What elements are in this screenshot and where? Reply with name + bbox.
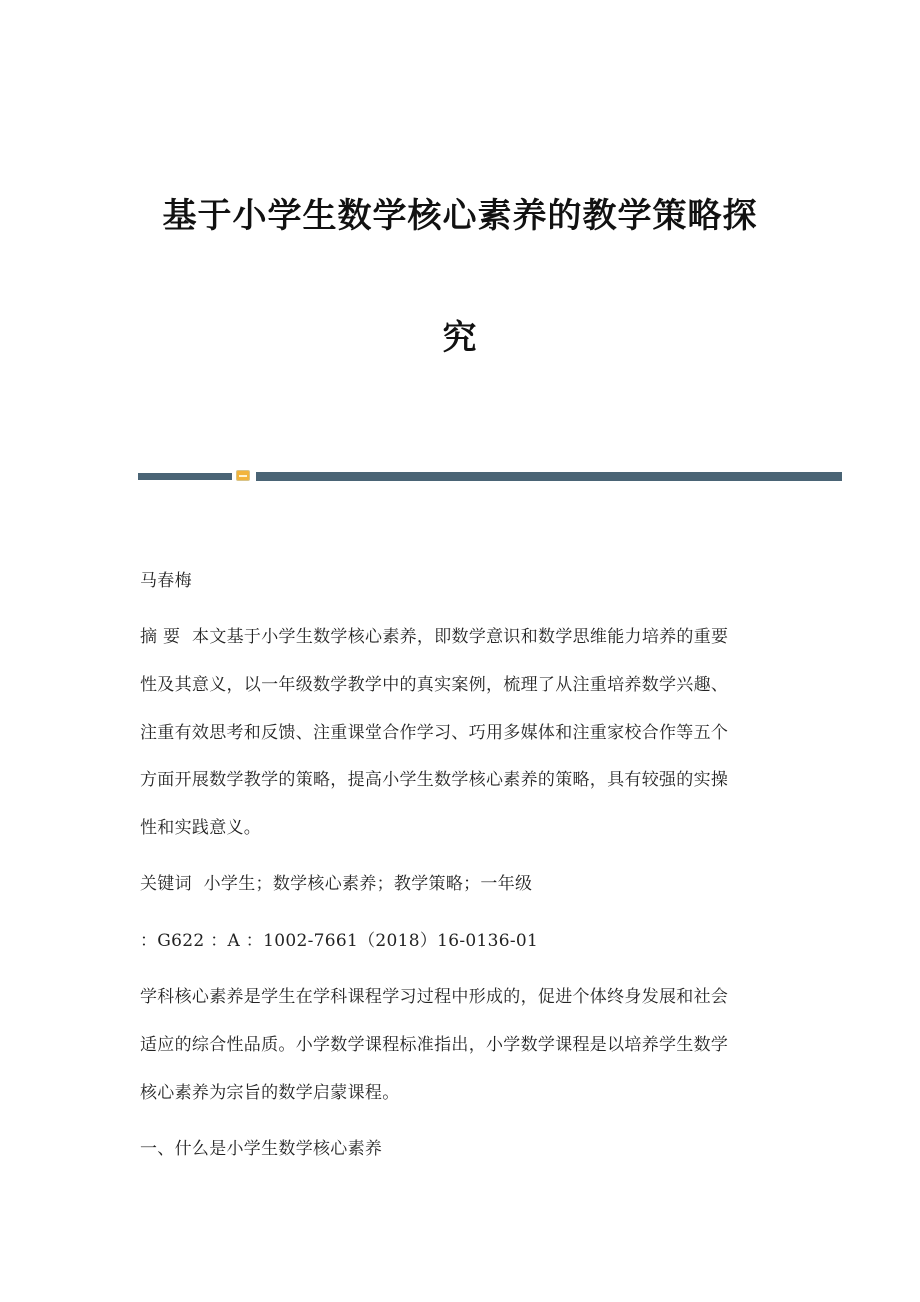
section-heading: 一、什么是小学生数学核心素养 [140, 1139, 383, 1159]
classification-line: ：G622 ：A ：1002-7661（2018）16-0136-01 [140, 931, 539, 951]
document-title-line-1: 基于小学生数学核心素养的教学策略探 [162, 196, 758, 236]
abstract-line: 方面开展数学教学的策略，提高小学生数学核心素养的策略，具有较强的实操 [140, 770, 729, 790]
abstract-line: 性和实践意义。 [140, 818, 262, 838]
keywords-text: 小学生；数学核心素养；教学策略；一年级 [203, 874, 533, 894]
abstract-label: 摘 要 [140, 627, 181, 647]
author-name: 马春梅 [140, 571, 192, 591]
divider-bar-left [138, 473, 232, 480]
intro-line: 核心素养为宗旨的数学启蒙课程。 [140, 1083, 400, 1103]
abstract-line: 性及其意义，以一年级数学教学中的真实案例，梳理了从注重培养数学兴趣、 [140, 675, 729, 695]
abstract-line: 注重有效思考和反馈、注重课堂合作学习、巧用多媒体和注重家校合作等五个 [140, 723, 729, 743]
title-divider [138, 468, 842, 484]
keywords-line [140, 873, 532, 895]
divider-bar-right [256, 472, 842, 481]
envelope-icon [236, 470, 250, 481]
abstract-line [140, 626, 728, 648]
intro-line: 适应的综合性品质。小学数学课程标准指出，小学数学课程是以培养学生数学 [140, 1035, 729, 1055]
keywords-label: 关键词 [140, 874, 192, 894]
intro-line: 学科核心素养是学生在学科课程学习过程中形成的，促进个体终身发展和社会 [140, 987, 729, 1007]
abstract-text: 本文基于小学生数学核心素养，即数学意识和数学思维能力培养的重要 [192, 627, 729, 647]
document-title-line-2: 究 [442, 318, 478, 358]
